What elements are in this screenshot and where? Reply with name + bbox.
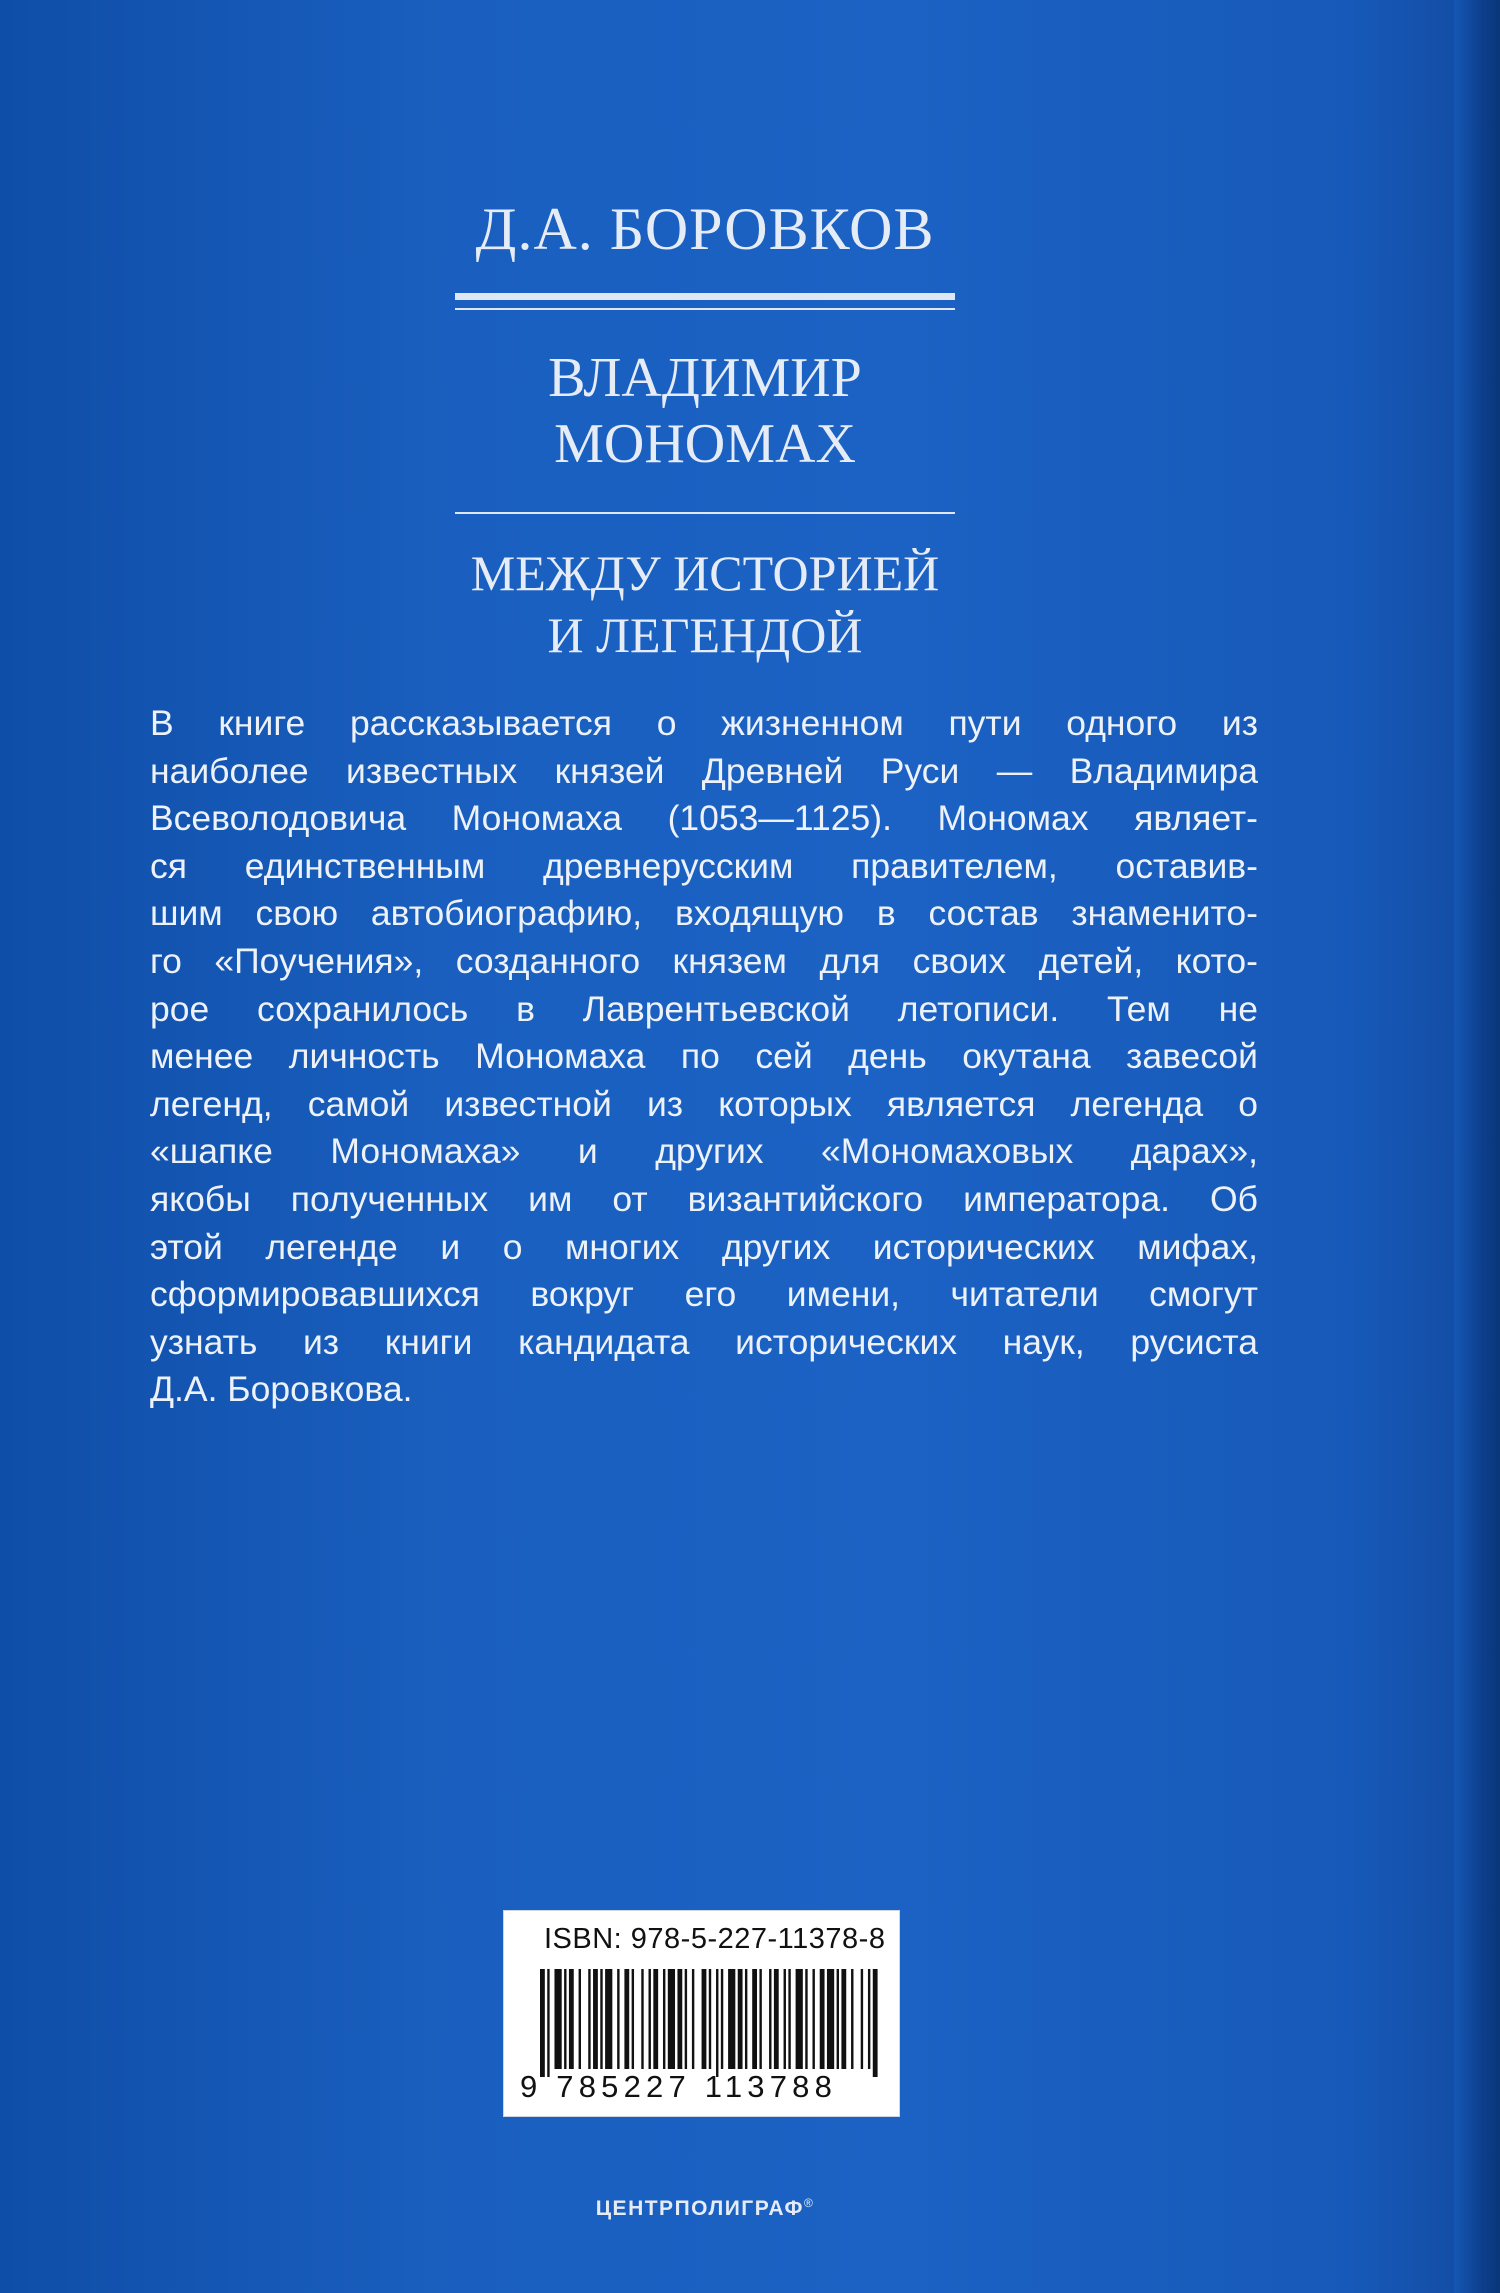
barcode-bar	[605, 1969, 612, 2069]
barcode-bar	[721, 1969, 723, 2069]
barcode-bar	[716, 1969, 718, 2077]
barcode-bar	[663, 1969, 665, 2069]
isbn-text: ISBN: 978-5-227-11378-8	[544, 1923, 886, 1955]
book-title-line: ВЛАДИМИР	[548, 347, 862, 409]
barcode-bar	[653, 1969, 658, 2069]
description-line: рое сохранилось в Лаврентьевской летописи. Тем не	[150, 988, 1258, 1029]
barcode-bar	[540, 1969, 545, 2077]
description-line: В книге рассказывается о жизненном пути одного из	[150, 703, 1258, 743]
book-subtitle-line: И ЛЕГЕНДОЙ	[547, 607, 863, 663]
barcode-bar	[820, 1969, 825, 2069]
divider-thin	[455, 308, 955, 310]
barcode-bar	[861, 1969, 863, 2069]
barcode-bar	[547, 1969, 549, 2077]
barcode-bar	[759, 1969, 761, 2069]
barcode-bar	[564, 1969, 566, 2069]
barcode-bar	[702, 1969, 707, 2069]
barcode-bar	[593, 1969, 598, 2069]
barcode-bar	[851, 1969, 853, 2069]
description-line: сформировавшихся вокруг его имени, читатели смогут	[150, 1274, 1258, 1315]
barcode-bar	[784, 1969, 786, 2069]
description-line: менее личность Мономаха по сей день окутана завесой	[150, 1036, 1258, 1077]
description-line: го «Поучения», созданного князем для своих детей, кото-	[150, 940, 1258, 981]
barcode-bar	[738, 1969, 743, 2069]
barcode-bar	[796, 1969, 803, 2069]
barcode-bar	[588, 1969, 590, 2069]
barcode-bar	[569, 1969, 574, 2069]
barcode-bar	[692, 1969, 694, 2069]
description-line: этой легенде и о многих других исторических мифах,	[150, 1226, 1258, 1267]
barcode-bar	[745, 1969, 747, 2069]
barcode-bar	[837, 1969, 839, 2069]
book-description	[150, 700, 1258, 1414]
description-line: якобы полученных им от византийского императора. Об	[150, 1178, 1258, 1219]
barcode-bar	[827, 1969, 834, 2069]
description-line: «шапке Мономаха» и других «Мономаховых дарах»,	[150, 1131, 1258, 1172]
book-title-line: МОНОМАХ	[554, 413, 856, 475]
barcode-bar	[805, 1969, 807, 2069]
barcode-bar	[788, 1969, 790, 2069]
description-line: наиболее известных князей Древней Руси — Владимира	[150, 750, 1258, 791]
barcode-icon	[540, 1969, 880, 2077]
registered-mark: ®	[803, 2196, 815, 2210]
barcode-digits: 9 785227 113788	[520, 2069, 838, 2104]
description-line: ся единственным древнерусским правителем, оставив-	[150, 845, 1258, 886]
spine-edge	[1454, 0, 1500, 2293]
barcode-bar	[554, 1969, 561, 2069]
barcode-bar	[617, 1969, 619, 2069]
barcode-bar	[774, 1969, 779, 2069]
barcode-bar	[649, 1969, 651, 2069]
barcode-bar	[728, 1969, 735, 2069]
description-line: Всеволодовича Мономаха (1053—1125). Мономах являет-	[150, 798, 1258, 839]
barcode-bar	[769, 1969, 771, 2069]
barcode-bar	[685, 1969, 687, 2069]
barcode-bar	[709, 1969, 711, 2069]
barcode-bar	[841, 1969, 846, 2069]
barcode-bar	[579, 1969, 581, 2069]
book-title	[0, 345, 1410, 477]
barcode-bar	[641, 1969, 643, 2069]
barcode-label	[503, 1910, 900, 2117]
barcode-bar	[812, 1969, 814, 2069]
divider-thin	[455, 512, 955, 514]
publisher-name: ЦЕНТРПОЛИГРАФ	[595, 2197, 804, 2220]
barcode-bar	[668, 1969, 675, 2069]
barcode-bar	[868, 1969, 870, 2069]
description-line: шим свою автобиографию, входящую в состав знаменито-	[150, 893, 1258, 934]
description-line: Д.А. Боровкова.	[150, 1369, 413, 1410]
publisher-logo	[0, 2196, 1410, 2221]
barcode-bar	[873, 1969, 878, 2077]
barcode-bar	[677, 1969, 682, 2069]
divider-thick	[455, 293, 955, 300]
book-subtitle-line: МЕЖДУ ИСТОРИЕЙ	[470, 545, 940, 601]
barcode-bar	[752, 1969, 757, 2069]
author-name: Д.А. БОРОВКОВ	[475, 196, 935, 262]
description-line: легенд, самой известной из которых является легенда о	[150, 1083, 1258, 1124]
barcode-bar	[600, 1969, 602, 2069]
book-subtitle	[0, 542, 1410, 666]
description-line: узнать из книги кандидата исторических наук, русиста	[150, 1321, 1258, 1362]
barcode-bar	[632, 1969, 634, 2069]
barcode-bar	[624, 1969, 629, 2069]
